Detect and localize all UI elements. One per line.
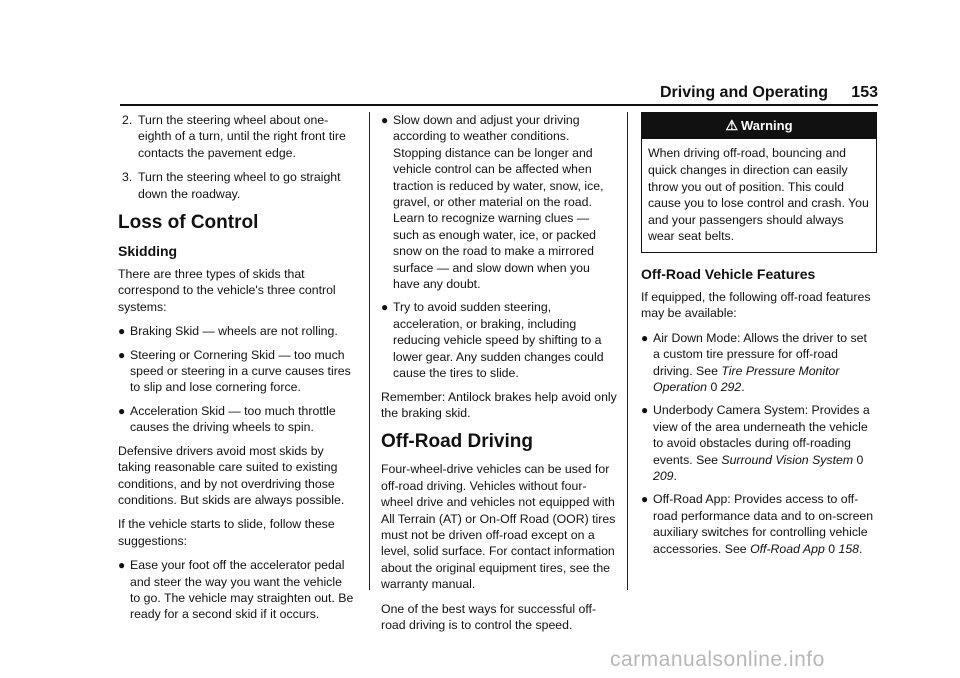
cross-reference-link[interactable]: Tire Pressure Monitor Operation [653, 363, 840, 394]
bullet-icon: ● [381, 113, 389, 127]
list-item-body: Off-Road App: Provides access to off-road performance data and to on-screen auxiliary switches for controlling vehicle accessories. See [653, 492, 874, 556]
list-item-text: Steering or Cornering Skid — too much speed or steering in a curve causes tires to slip and lose cornering force. [130, 347, 351, 395]
list-item-text: Air Down Mode: Allows the driver to set a custom tire pressure for off-road driving. See Tire Pressure Monitor Operation 0 292. [653, 330, 867, 394]
list-item [641, 330, 877, 396]
paragraph: If equipped, the following off-road features may be available: [641, 289, 871, 321]
bullet-icon: ● [641, 330, 649, 345]
bullet-icon: ● [118, 324, 126, 339]
warning-triangle-icon: ⚠ [725, 117, 739, 133]
bullet-icon: ● [118, 347, 126, 362]
list-item [118, 557, 354, 623]
column-divider-left [369, 112, 370, 590]
step-item [118, 112, 354, 161]
list-item [118, 323, 354, 339]
list-item-text: Slow down and adjust your driving according to weather conditions. Stopping distance can be longer and vehicle control can be affected when traction is reduced by water, snow, ice, gravel, or other material on the road. Learn to recognize warning clues — such as enough water, ice, or packed snow on the road to make a mirrored surface — and slow down when you have any doubt. [393, 113, 604, 292]
list-item-body: Air Down Mode: Allows the driver to set a custom tire pressure for off-road driving. See [653, 330, 867, 378]
warning-box [641, 112, 877, 253]
cross-reference-link[interactable]: Surround Vision System [721, 452, 854, 467]
list-item [118, 347, 354, 396]
paragraph: One of the best ways for successful off-road driving is to control the speed. [381, 601, 597, 632]
list-item [641, 402, 877, 484]
step-number: 3. [122, 170, 133, 185]
bullet-icon: ● [641, 403, 649, 418]
page-ref-arrow-icon: 0 [856, 452, 864, 467]
warning-text: When driving off-road, bouncing and quick changes in direction can easily throw you out of position. This could cause you to lose control and crash. You and your passengers should always wear seat belts. [648, 146, 869, 244]
step-number: 2. [122, 113, 133, 127]
list-item-body: Underbody Camera System: Provides a view of the area underneath the vehicle to avoid obstacles during off-roading events. See [653, 403, 870, 467]
list-item-text: Braking Skid — wheels are not rolling. [130, 324, 338, 339]
warning-title: Warning [741, 118, 793, 133]
step-text: Turn the steering wheel about one-eighth of a turn, until the right front tire contacts the pavement edge. [138, 113, 346, 160]
list-item-text: Ease your foot off the accelerator pedal and steer the way you want the vehicle to go. The vehicle may straighten out. Be ready for a second skid if it occurs. [130, 558, 354, 622]
list-item-text: Try to avoid sudden steering, acceleration, or braking, including reducing vehicle speed by shifting to a lower gear. Any sudden changes could cause the tires to slide. [393, 300, 604, 381]
paragraph: If the vehicle starts to slide, follow these suggestions: [118, 517, 335, 548]
page-ref-arrow-icon: 0 [828, 541, 836, 556]
list-item [381, 299, 617, 381]
paragraph: Remember: Antilock brakes help avoid only the braking skid. [381, 389, 617, 420]
subsection-heading: Off-Road Vehicle Features [641, 265, 816, 282]
page-number: 153 [851, 84, 878, 101]
header-rule [120, 104, 878, 106]
page-ref-number[interactable]: 209 [653, 469, 674, 484]
page-ref-number[interactable]: 292 [720, 380, 742, 394]
list-item [118, 403, 354, 436]
bullet-icon: ● [381, 300, 389, 315]
list-item [641, 491, 877, 557]
list-item-text: Off-Road App: Provides access to off-road performance data and to on-screen auxiliary switches for controlling vehicle accessories. See Off-Road App 0 158. [653, 492, 874, 556]
watermark: carmanualsonline.info [610, 648, 825, 671]
paragraph: Four-wheel-drive vehicles can be used for off-road driving. Vehicles without four-wheel drive and vehicles not equipped with All Terrain (AT) or On-Off Road (OOR) tires must not be driven off-road except on a level, solid surface. For contact information about the original equipment tires, see the warranty manual. [381, 462, 616, 592]
column-2 [381, 112, 617, 641]
column-divider-right [627, 112, 628, 590]
column-3 [641, 112, 877, 564]
paragraph: Defensive drivers avoid most skids by taking reasonable care suited to existing conditions, and by not overdriving those conditions. But skids are always possible. [118, 443, 345, 507]
subsection-heading: Skidding [118, 243, 178, 260]
section-heading: Loss of Control [118, 212, 259, 234]
cross-reference-link[interactable]: Off-Road App [750, 541, 825, 556]
page-ref-arrow-icon: 0 [710, 380, 718, 394]
step-text: Turn the steering wheel to go straight down the roadway. [138, 170, 341, 201]
paragraph: There are three types of skids that correspond to the vehicle's three control systems: [118, 267, 336, 314]
column-1 [118, 112, 354, 630]
bullet-icon: ● [641, 492, 649, 507]
running-header-title: Driving and Operating [659, 84, 828, 101]
bullet-icon: ● [118, 558, 126, 573]
bullet-icon: ● [118, 403, 126, 418]
section-heading: Off-Road Driving [381, 431, 533, 453]
page-ref-number[interactable]: 158 [838, 541, 860, 556]
warning-header [642, 113, 876, 139]
list-item-text: Acceleration Skid — too much throttle causes the driving wheels to spin. [130, 403, 336, 435]
step-item [118, 169, 354, 202]
list-item-text: Underbody Camera System: Provides a view of the area underneath the vehicle to avoid obstacles during off-roading events. See Surround Vision System 0 209. [653, 403, 870, 484]
list-item [381, 112, 617, 292]
